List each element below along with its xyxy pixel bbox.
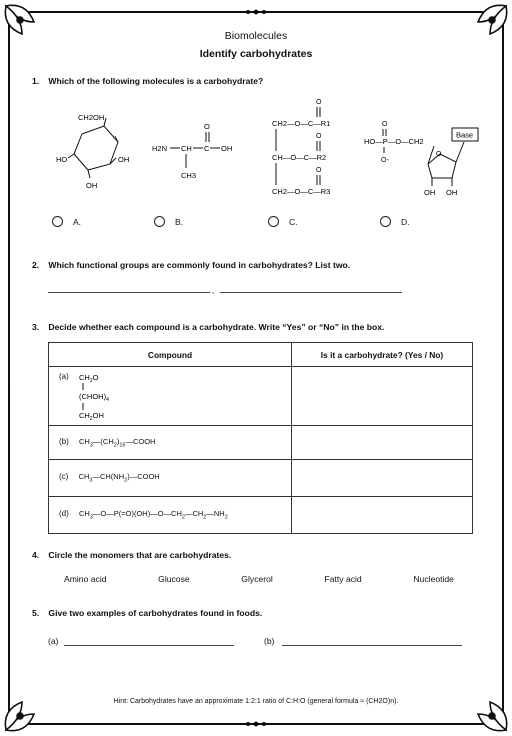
option-c[interactable] [268,216,298,227]
molecule-a-structure [52,108,142,190]
compound-c-label: (c) [59,472,69,482]
question-2-number: 2. [32,260,40,270]
top-dots [246,10,266,15]
monomer-amino-acid[interactable]: Amino acid [64,574,107,584]
table-header-row [49,343,473,367]
svg-text:O: O [316,99,322,106]
question-3-text: Decide whether each compound is a carbohydrate. Write “Yes” or “No” in the box. [48,322,385,332]
compound-b-label: (b) [59,436,69,446]
svg-text:O: O [316,133,322,140]
table-row [49,426,473,460]
mol-b-c: C [204,144,210,153]
mol-b-ch3: CH3 [181,171,197,180]
compound-a-label: (a) [59,372,69,381]
answer-line-5b[interactable] [282,645,462,646]
mol-b-h2n: H2N [152,144,168,153]
mol-a-ho: HO [56,155,68,164]
compound-b-cell [49,426,292,460]
monomer-fatty-acid[interactable]: Fatty acid [324,574,362,584]
mol-a-ch2oh: CH2OH [78,113,105,122]
mol-d-ring-o: O [436,151,442,158]
mol-d-ho-chain: HO—P—O—CH2 [364,137,424,146]
question-3-number: 3. [32,322,40,332]
svg-text:CH2O: $CH_2O$ [78,373,99,384]
hint-text: Hint: Carbohydrates have an approximate 1:2:1 ratio of C:H:O (general formula ≈ (CH2O)n). [113,698,399,705]
corner-flourish-bottom-left [5,702,34,731]
mol-d-base-label: Base [456,130,474,140]
option-a-label: A. [73,216,82,227]
question-4-number: 4. [32,550,40,560]
molecule-c-structure [268,96,358,202]
header-answer: Is it a carbohydrate? (Yes / No) [292,343,473,367]
mol-c-row2: CH—O—C—R2 [272,153,327,162]
option-d-label: D. [401,216,410,227]
option-d[interactable] [380,216,410,227]
option-d-radio[interactable] [380,216,391,227]
compound-a-formula [79,372,149,420]
answer-line-2a[interactable] [48,292,210,293]
monomer-list [64,574,454,584]
page-title: Biomolecules [224,30,288,42]
question-1-number: 1. [32,76,40,86]
header-compound: Compound [49,343,292,367]
option-b[interactable] [154,216,183,227]
question-5-text: Give two examples of carbohydrates found in foods. [48,608,263,618]
compound-d-cell [49,497,292,534]
table-row [49,460,473,497]
mol-d-oh-2: OH [446,188,458,197]
question-3 [32,322,384,332]
mol-b-o: O [204,122,210,131]
compound-c-formula: $CH_3—CH(NH_2)—COOH$ [78,472,160,484]
table-row [49,497,473,534]
compound-d-formula: $CH_3—O—P(=O)(OH)—O—CH_2—CH_2—NH_2$ [79,509,228,521]
svg-text:(CHOH)4: $(CHOH)_4$ [78,392,109,403]
option-c-radio[interactable] [268,216,279,227]
option-b-label: B. [175,216,184,227]
mol-b-ch: CH [181,144,192,153]
molecule-b-structure [150,118,250,188]
mol-d-oh-1: OH [424,188,436,197]
answer-5a-label: (a) [48,636,59,646]
page-subtitle: Identify carbohydrates [199,48,313,60]
answer-cell-c[interactable] [292,460,473,497]
monomer-glucose[interactable]: Glucose [158,574,190,584]
answer-cell-d[interactable] [292,497,473,534]
compound-a-cell [49,367,292,426]
mol-d-o-minus: O- [381,157,389,164]
answer-line-5a[interactable] [64,645,234,646]
question-1 [32,76,263,86]
question-5 [32,608,262,618]
table-row [49,367,473,426]
corner-flourish-bottom-right [478,702,507,731]
mol-c-row3: CH2—O—C—R3 [272,187,331,196]
mol-b-oh: OH [221,144,233,153]
question-4-text: Circle the monomers that are carbohydrates. [48,550,232,560]
monomer-glycerol[interactable]: Glycerol [241,574,273,584]
compound-table [48,342,473,534]
answer-cell-a[interactable] [292,367,473,426]
question-1-text: Which of the following molecules is a carbohydrate? [48,76,264,86]
compound-c-cell [49,460,292,497]
option-c-label: C. [289,216,298,227]
mol-d-o-top: O [382,121,388,128]
question-5-number: 5. [32,608,40,618]
svg-text:O: O [316,167,322,174]
mol-c-row1: CH2—O—C—R1 [272,119,331,128]
answer-line-2b[interactable] [220,292,402,293]
question-2 [32,260,350,270]
mol-a-oh-right: OH [118,155,130,164]
option-a-radio[interactable] [52,216,63,227]
svg-text:CH2OH: $CH_2OH$ [78,411,104,420]
monomer-nucleotide[interactable]: Nucleotide [413,574,454,584]
option-b-radio[interactable] [154,216,165,227]
answer-5b-label: (b) [264,636,275,646]
answer-separator: , [212,286,215,295]
mol-a-oh-bottom: OH [86,181,98,190]
compound-b-formula: $CH_3—(CH_2)_{16}—COOH$ [79,436,156,449]
compound-d-label: (d) [59,509,69,519]
question-4 [32,550,231,560]
bottom-dots [246,722,266,727]
molecule-d-structure [360,118,480,200]
option-a[interactable] [52,216,81,227]
answer-cell-b[interactable] [292,426,473,460]
question-2-text: Which functional groups are commonly found in carbohydrates? List two. [48,260,351,270]
